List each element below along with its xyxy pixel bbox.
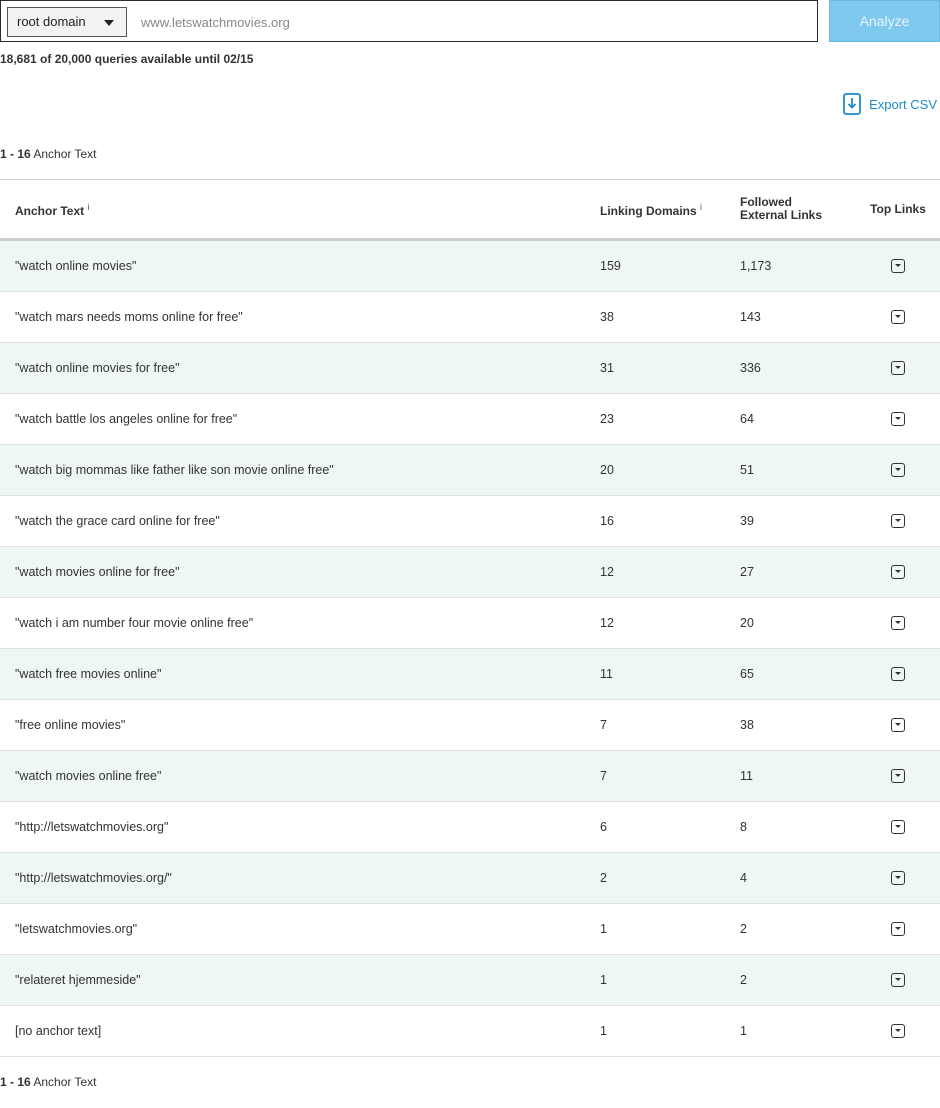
table-row [0, 240, 940, 292]
anchor-text-cell: "watch mars needs moms online for free" [0, 292, 600, 343]
url-input[interactable] [141, 7, 801, 37]
table-row [0, 751, 940, 802]
top-links-cell [856, 904, 940, 955]
top-links-cell [856, 240, 940, 292]
top-links-dropdown-icon[interactable] [891, 412, 905, 426]
column-header-anchor-text[interactable] [0, 180, 600, 240]
scope-dropdown[interactable] [7, 7, 127, 37]
top-links-cell [856, 1006, 940, 1057]
export-csv-button[interactable] [843, 92, 937, 116]
followed-links-cell: 27 [740, 547, 856, 598]
linking-domains-cell: 159 [600, 240, 740, 292]
linking-domains-cell: 1 [600, 904, 740, 955]
table-row [0, 700, 940, 751]
anchor-text-cell: "http://letswatchmovies.org/" [0, 853, 600, 904]
top-links-dropdown-icon[interactable] [891, 973, 905, 987]
followed-links-cell: 64 [740, 394, 856, 445]
top-links-cell [856, 445, 940, 496]
followed-links-cell: 11 [740, 751, 856, 802]
download-file-icon [843, 93, 861, 115]
followed-links-cell: 2 [740, 955, 856, 1006]
top-links-cell [856, 700, 940, 751]
table-row [0, 649, 940, 700]
top-links-dropdown-icon[interactable] [891, 514, 905, 528]
anchor-text-cell: "watch big mommas like father like son movie online free" [0, 445, 600, 496]
linking-domains-cell: 1 [600, 955, 740, 1006]
table-row [0, 496, 940, 547]
column-header-followed-line2: External Links [740, 208, 823, 222]
linking-domains-cell: 6 [600, 802, 740, 853]
top-links-dropdown-icon[interactable] [891, 922, 905, 936]
top-links-cell [856, 955, 940, 1006]
followed-links-cell: 1 [740, 1006, 856, 1057]
top-links-cell [856, 496, 940, 547]
anchor-text-cell: [no anchor text] [0, 1006, 600, 1057]
table-row [0, 904, 940, 955]
linking-domains-cell: 23 [600, 394, 740, 445]
caret-down-icon [104, 20, 114, 26]
top-links-cell [856, 547, 940, 598]
result-range-bottom [0, 1075, 97, 1089]
top-links-cell [856, 649, 940, 700]
table-header-row [0, 180, 940, 240]
anchor-text-cell: "watch movies online free" [0, 751, 600, 802]
followed-links-cell: 20 [740, 598, 856, 649]
result-range-count: 1 - 16 [0, 147, 31, 161]
followed-links-cell: 51 [740, 445, 856, 496]
column-header-linking-domains-label: Linking Domains [600, 203, 697, 218]
linking-domains-cell: 1 [600, 1006, 740, 1057]
column-header-followed-line1: Followed [740, 195, 792, 209]
followed-links-cell: 8 [740, 802, 856, 853]
linking-domains-cell: 31 [600, 343, 740, 394]
linking-domains-cell: 7 [600, 751, 740, 802]
anchor-text-cell: "watch i am number four movie online free" [0, 598, 600, 649]
top-links-cell [856, 598, 940, 649]
result-range-top [0, 147, 97, 161]
anchor-text-table [0, 179, 940, 1057]
top-links-cell [856, 751, 940, 802]
table-row [0, 802, 940, 853]
result-range-label: Anchor Text [33, 147, 97, 161]
anchor-text-cell: "watch free movies online" [0, 649, 600, 700]
anchor-text-cell: "watch online movies" [0, 240, 600, 292]
anchor-text-cell: "letswatchmovies.org" [0, 904, 600, 955]
followed-links-cell: 38 [740, 700, 856, 751]
linking-domains-cell: 38 [600, 292, 740, 343]
followed-links-cell: 4 [740, 853, 856, 904]
result-range-label: Anchor Text [33, 1075, 97, 1089]
linking-domains-cell: 12 [600, 547, 740, 598]
top-links-dropdown-icon[interactable] [891, 259, 905, 273]
column-header-top-links: Top Links [856, 180, 940, 240]
anchor-text-cell: "watch battle los angeles online for free" [0, 394, 600, 445]
linking-domains-cell: 2 [600, 853, 740, 904]
top-links-dropdown-icon[interactable] [891, 310, 905, 324]
info-icon[interactable]: i [700, 201, 703, 212]
top-links-dropdown-icon[interactable] [891, 667, 905, 681]
table-row [0, 445, 940, 496]
table-row [0, 1006, 940, 1057]
table-row [0, 394, 940, 445]
table-row [0, 343, 940, 394]
followed-links-cell: 2 [740, 904, 856, 955]
followed-links-cell: 39 [740, 496, 856, 547]
result-range-count: 1 - 16 [0, 1075, 31, 1089]
export-csv-label: Export CSV [869, 96, 937, 112]
linking-domains-cell: 12 [600, 598, 740, 649]
followed-links-cell: 336 [740, 343, 856, 394]
linking-domains-cell: 7 [600, 700, 740, 751]
linking-domains-cell: 16 [600, 496, 740, 547]
anchor-text-cell: "relateret hjemmeside" [0, 955, 600, 1006]
table-row [0, 955, 940, 1006]
info-icon[interactable]: i [87, 201, 90, 212]
query-quota-text: 18,681 of 20,000 queries available until 02/15 [0, 52, 254, 66]
table-row [0, 853, 940, 904]
top-links-dropdown-icon[interactable] [891, 769, 905, 783]
top-links-cell [856, 343, 940, 394]
top-links-dropdown-icon[interactable] [891, 820, 905, 834]
anchor-text-cell: "watch movies online for free" [0, 547, 600, 598]
analyze-button[interactable]: Analyze [829, 0, 940, 42]
top-links-cell [856, 853, 940, 904]
column-header-followed-external-links[interactable] [740, 180, 856, 240]
table-row [0, 547, 940, 598]
top-links-dropdown-icon[interactable] [891, 463, 905, 477]
top-links-dropdown-icon[interactable] [891, 871, 905, 885]
column-header-linking-domains[interactable] [600, 180, 740, 240]
top-links-cell [856, 292, 940, 343]
scope-dropdown-label: root domain [17, 14, 86, 29]
followed-links-cell: 143 [740, 292, 856, 343]
followed-links-cell: 1,173 [740, 240, 856, 292]
anchor-text-cell: "watch the grace card online for free" [0, 496, 600, 547]
table-row [0, 292, 940, 343]
followed-links-cell: 65 [740, 649, 856, 700]
search-bar [0, 0, 818, 42]
linking-domains-cell: 20 [600, 445, 740, 496]
top-links-dropdown-icon[interactable] [891, 718, 905, 732]
top-links-dropdown-icon[interactable] [891, 565, 905, 579]
anchor-text-cell: "free online movies" [0, 700, 600, 751]
top-links-dropdown-icon[interactable] [891, 361, 905, 375]
top-links-cell [856, 802, 940, 853]
top-links-cell [856, 394, 940, 445]
top-links-dropdown-icon[interactable] [891, 616, 905, 630]
top-links-dropdown-icon[interactable] [891, 1024, 905, 1038]
anchor-text-cell: "watch online movies for free" [0, 343, 600, 394]
linking-domains-cell: 11 [600, 649, 740, 700]
anchor-text-cell: "http://letswatchmovies.org" [0, 802, 600, 853]
column-header-anchor-text-label: Anchor Text [15, 203, 85, 218]
table-row [0, 598, 940, 649]
